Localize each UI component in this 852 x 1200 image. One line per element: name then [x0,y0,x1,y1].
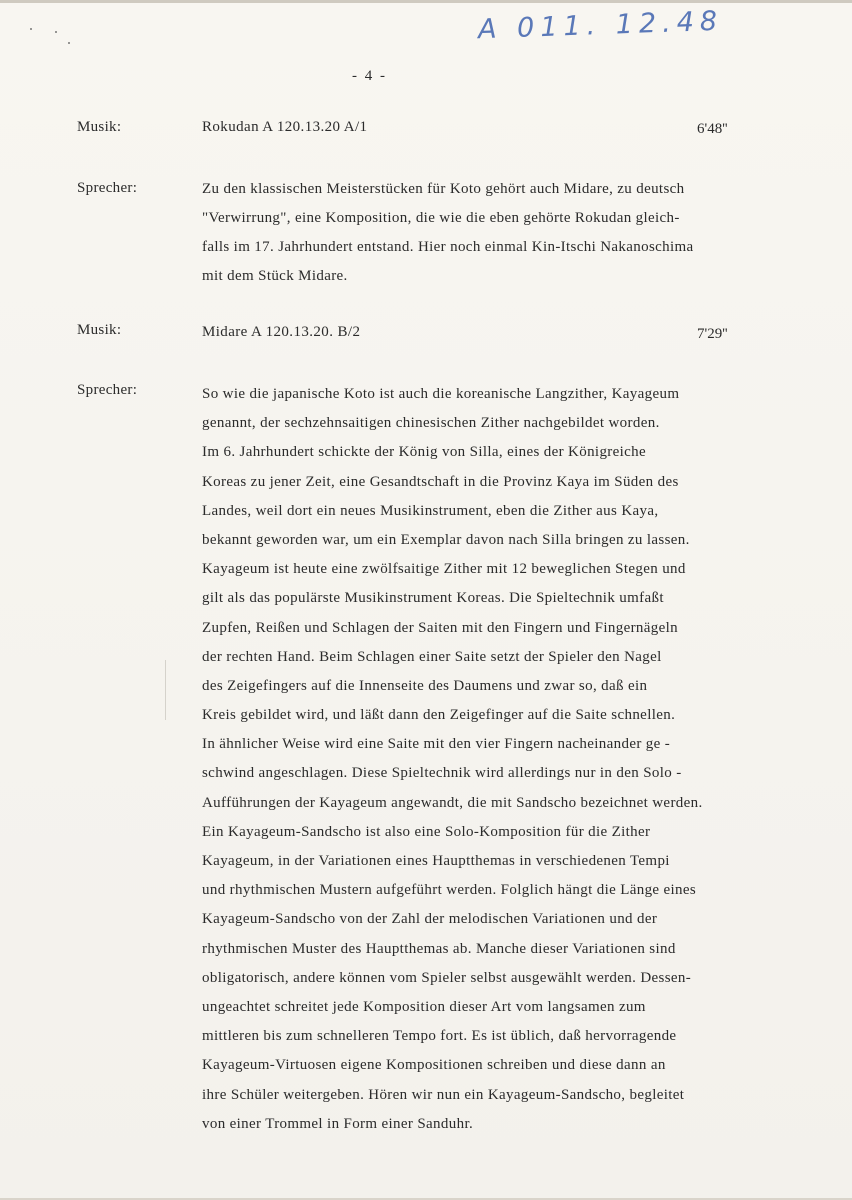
text-line: Kayageum ist heute eine zwölfsaitige Zither mit 12 beweglichen Stegen und [202,561,686,578]
text-line: bekannt geworden war, um ein Exemplar davon nach Silla bringen zu lassen. [202,531,690,548]
text-line: Kreis gebildet wird, und läßt dann den Zeigefinger auf die Saite schnellen. [202,707,676,724]
text-line: der rechten Hand. Beim Schlagen einer Saite setzt der Spieler den Nagel [202,648,662,665]
text-line: So wie die japanische Koto ist auch die koreanische Langzither, Kayageum [202,386,680,402]
handwritten-archive-number: A 011. 12.48 [477,5,724,46]
text-line: und rhythmischen Mustern aufgeführt werden. Folglich hängt die Länge eines [202,882,697,899]
text-line: In ähnlicher Weise wird eine Saite mit den vier Fingern nacheinander ge - [202,736,671,753]
text-line: Koreas zu jener Zeit, eine Gesandtschaft in die Provinz Kaya im Süden des [202,473,679,490]
paper-speck [30,28,32,30]
music-entry: Midare A 120.13.20. B/2 [202,324,361,340]
text-line: Kayageum-Virtuosen eigene Kompositionen schreiben und diese dann an [202,1057,666,1074]
text-line: Landes, weil dort ein neues Musikinstrument, eben die Zither aus Kaya, [202,502,659,519]
music-duration: 6'48'' [697,121,728,137]
page-number: - 4 - [352,68,387,84]
speaker-paragraph [202,380,703,1139]
text-line: falls im 17. Jahrhundert entstand. Hier noch einmal Kin-Itschi Nakanoschima [202,239,694,255]
text-line: Zupfen, Reißen und Schlagen der Saiten mit den Fingern und Fingernägeln [202,619,678,636]
music-entry: Rokudan A 120.13.20 A/1 [202,119,368,135]
text-line: obligatorisch, andere können vom Spieler selbst ausgewählt werden. Dessen- [202,969,692,986]
musik-label: Musik: [77,322,122,338]
speaker-paragraph [202,175,694,291]
text-line: gilt als das populärste Musikinstrument Koreas. Die Spieltechnik umfaßt [202,590,664,607]
music-duration: 7'29'' [697,326,728,342]
musik-label: Musik: [77,119,122,135]
paper-speck [55,31,57,33]
text-line: mit dem Stück Midare. [202,268,348,284]
text-line: Kayageum, in der Variationen eines Hauptthemas in verschiedenen Tempi [202,853,670,869]
text-line: Im 6. Jahrhundert schickte der König von Silla, eines der Königreiche [202,444,647,461]
paper-speck [68,42,70,44]
text-line: Aufführungen der Kayageum angewandt, die mit Sandscho bezeichnet werden. [202,794,703,811]
text-line: genannt, der sechzehnsaitigen chinesischen Zither nachgebildet worden. [202,415,660,432]
text-line: ungeachtet schreitet jede Komposition dieser Art vom langsamen zum [202,998,646,1015]
text-line: Ein Kayageum-Sandscho ist also eine Solo-Komposition für die Zither [202,823,651,840]
paper-top-edge [0,0,852,3]
text-line: des Zeigefingers auf die Innenseite des Daumens und zwar so, daß ein [202,677,648,694]
paper-crease [165,660,166,720]
text-line: ihre Schüler weitergeben. Hören wir nun ein Kayageum-Sandscho, begleitet [202,1086,685,1103]
text-line: "Verwirrung", eine Komposition, die wie die eben gehörte Rokudan gleich- [202,210,680,226]
text-line: rhythmischen Muster des Hauptthemas ab. Manche dieser Variationen sind [202,940,676,957]
text-line: schwind angeschlagen. Diese Spieltechnik wird allerdings nur in den Solo - [202,765,682,782]
text-line: Zu den klassischen Meisterstücken für Koto gehört auch Midare, zu deutsch [202,181,685,197]
text-line: von einer Trommel in Form einer Sanduhr. [202,1115,474,1132]
text-line: Kayageum-Sandscho von der Zahl der melodischen Variationen und der [202,911,658,928]
sprecher-label: Sprecher: [77,382,138,398]
text-line: mittleren bis zum schnelleren Tempo fort. Es ist üblich, daß hervorragende [202,1028,677,1045]
sprecher-label: Sprecher: [77,180,138,196]
